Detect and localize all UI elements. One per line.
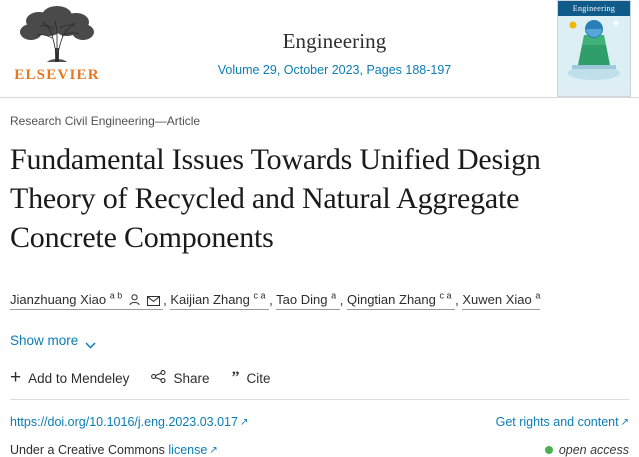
show-more-label: Show more bbox=[10, 333, 79, 349]
page-title: Fundamental Issues Towards Unified Design Theory of Recycled and Natural Aggregate Concrete Components bbox=[10, 143, 541, 254]
cite-button[interactable] bbox=[231, 371, 270, 386]
external-link-icon: ↗ bbox=[620, 417, 629, 429]
journal-title[interactable]: Engineering bbox=[282, 28, 387, 53]
plus-icon: + bbox=[10, 367, 22, 389]
author-separator: , bbox=[269, 292, 277, 308]
share-button[interactable] bbox=[151, 370, 209, 386]
author-item[interactable] bbox=[10, 292, 163, 310]
chevron-down-icon bbox=[85, 337, 96, 344]
rights-label: Get rights and content bbox=[495, 415, 619, 430]
author-name: Jianzhuang Xiao bbox=[10, 292, 107, 308]
author-name: Tao Ding bbox=[276, 292, 328, 308]
share-label: Share bbox=[173, 370, 210, 386]
get-rights-and-content-link[interactable] bbox=[496, 415, 629, 429]
author-affiliation-marks: a bbox=[535, 291, 541, 301]
license-row bbox=[10, 443, 629, 457]
share-icon bbox=[151, 370, 166, 386]
publisher-logo[interactable] bbox=[0, 0, 112, 97]
author-name: Kaijian Zhang bbox=[170, 292, 250, 308]
author-profile-icon[interactable] bbox=[129, 291, 140, 313]
publisher-name: ELSEVIER bbox=[14, 67, 100, 83]
cover-band-title: Engineering bbox=[558, 1, 630, 16]
author-item[interactable] bbox=[170, 292, 269, 310]
journal-cover-thumbnail[interactable] bbox=[557, 0, 631, 97]
cite-label: Cite bbox=[246, 370, 271, 386]
journal-volume-pages[interactable]: Volume 29, October 2023, Pages 188-197 bbox=[217, 62, 452, 77]
author-name: Xuwen Xiao bbox=[462, 292, 532, 308]
author-list bbox=[10, 285, 629, 313]
journal-info bbox=[112, 0, 557, 97]
author-item[interactable] bbox=[276, 292, 340, 310]
author-name: Qingtian Zhang bbox=[346, 292, 436, 308]
doi-and-rights-row bbox=[10, 415, 629, 429]
quote-icon: ” bbox=[231, 369, 240, 387]
add-to-mendeley-button[interactable] bbox=[10, 367, 130, 389]
author-affiliation-marks: a bbox=[331, 291, 337, 301]
external-link-icon: ↗ bbox=[239, 417, 249, 429]
doi-link[interactable] bbox=[10, 415, 248, 429]
author-item[interactable] bbox=[462, 292, 540, 310]
author-separator: , bbox=[455, 292, 463, 308]
license-text-group bbox=[10, 443, 218, 457]
article-actions-bar bbox=[10, 367, 629, 400]
author-item[interactable] bbox=[347, 292, 455, 310]
author-separator: , bbox=[339, 292, 347, 308]
correspondence-email-icon[interactable] bbox=[147, 291, 160, 313]
external-link-icon: ↗ bbox=[209, 445, 218, 457]
open-access-badge bbox=[545, 443, 629, 457]
author-affiliation-marks: c a bbox=[253, 291, 266, 301]
elsevier-tree-logo bbox=[9, 4, 105, 66]
author-separator: , bbox=[163, 292, 171, 308]
add-to-mendeley-label: Add to Mendeley bbox=[28, 370, 130, 386]
license-prefix: Under a Creative Commons bbox=[10, 443, 165, 457]
doi-link-label: https://doi.org/10.1016/j.eng.2023.03.017 bbox=[10, 415, 238, 430]
author-affiliation-marks: a b bbox=[109, 291, 123, 301]
open-access-label: open access bbox=[558, 443, 629, 457]
license-link[interactable]: license bbox=[168, 443, 208, 457]
article-type-label: Research Civil Engineering—Article bbox=[10, 114, 201, 128]
article-body bbox=[0, 114, 639, 457]
author-affiliation-marks: c a bbox=[439, 291, 452, 301]
show-more-button[interactable] bbox=[10, 333, 96, 348]
open-access-dot-icon bbox=[545, 446, 553, 454]
journal-header bbox=[0, 0, 639, 98]
